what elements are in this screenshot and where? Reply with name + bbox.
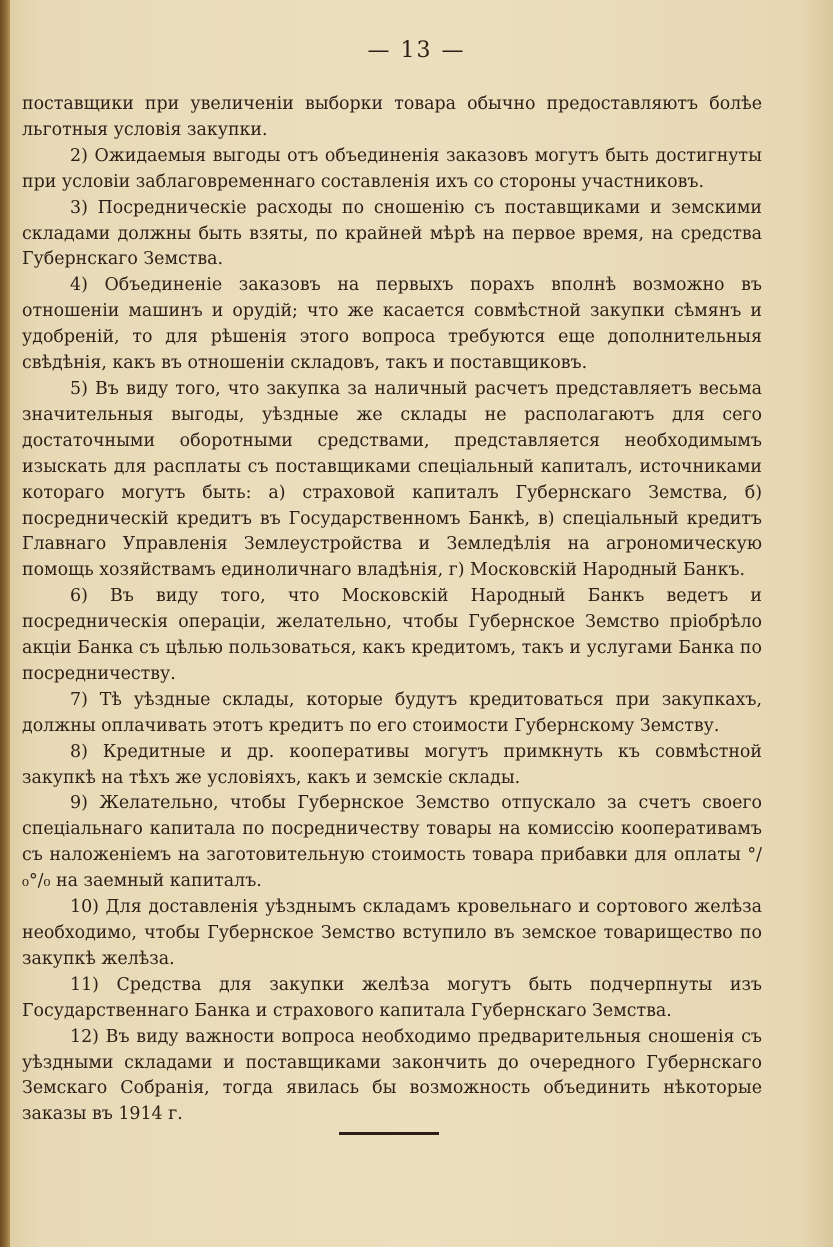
paragraph-7: 7) Тѣ уѣздные склады, которые будутъ кредитоваться при закупкахъ, должны оплачивать этотъ кредитъ по его стоимости Губернскому Земству. (22, 689, 762, 736)
page-number: — 13 — (367, 38, 466, 63)
paragraph-5: 5) Въ виду того, что закупка за наличный расчетъ представляетъ весьма значительныя выгоды, уѣздные же склады не располагаютъ для сего достаточными оборотными средствами, представляется необходимымъ изыскать для расплаты съ поставщиками спецiальный капиталъ, источниками котораго могутъ быть: а) страховой капиталъ Губернскаго Земства, б) посредническiй кредитъ въ Государственномъ Банкѣ, в) спецiальный кредитъ Главнаго Управленiя Землеустройства и Земледѣлiя на агрономическую помощь хозяйствамъ единоличнаго владѣнiя, г) Московскiй Народный Банкъ. (22, 378, 762, 581)
paragraph-11: 11) Средства для закупки желѣза могутъ быть подчерпнуты изъ Государственнаго Банка и страхового капитала Губернскаго Земства. (22, 974, 762, 1021)
paragraph-3: 3) Посредническiе расходы по сношенiю съ поставщиками и земскими складами должны быть взяты, по крайней мѣрѣ на первое время, на средства Губернскаго Земства. (22, 197, 762, 270)
paragraph-12: 12) Въ виду важности вопроса необходимо предварительныя сношенiя съ уѣздными складами и поставщиками закончить до очередного Губернскаго Земскаго Собранiя, тогда явилась бы возможность объединить нѣкоторые заказы въ 1914 г. (22, 1026, 762, 1125)
closing-rule (339, 1132, 439, 1135)
paragraph-4: 4) Объединенiе заказовъ на первыхъ порахъ вполнѣ возможно въ отношенiи машинъ и орудiй; что же касается совмѣстной закупки сѣмянъ и удобренiй, то для рѣшенiя этого вопроса требуются еще дополнительныя свѣдѣнiя, какъ въ отношенiи складовъ, такъ и поставщиковъ. (22, 275, 762, 374)
paragraph-continuation: поставщики при увеличенiи выборки товара обычно предоставляютъ болѣе льготныя условiя закупки. (22, 94, 762, 140)
book-binding-edge (0, 0, 10, 1247)
paragraph-10: 10) Для доставленiя уѣзднымъ складамъ кровельнаго и сортового желѣза необходимо, чтобы Губернское Земство вступило въ земское товарищество по закупкѣ желѣза. (22, 897, 762, 969)
paragraph-8: 8) Кредитные и др. кооперативы могутъ примкнуть къ совмѣстной закупкѣ на тѣхъ же условiяхъ, какъ и земскiе склады. (22, 741, 762, 788)
paragraph-9: 9) Желательно, чтобы Губернское Земство отпускало за счетъ своего спецiальнаго капитала по посредничеству товары на комиссiю кооперативамъ съ наложенiемъ на заготовительную стоимость товара прибавки для оплаты °/₀°/₀ на заемный капиталъ. (22, 793, 762, 892)
body-text (22, 92, 762, 1128)
paragraph-2: 2) Ожидаемыя выгоды отъ объединенiя заказовъ могутъ быть достигнуты при условiи заблаговременнаго составленiя ихъ со стороны участниковъ. (22, 145, 762, 192)
paragraph-6: 6) Въ виду того, что Московскiй Народный Банкъ ведетъ и посредническiя операцiи, желательно, чтобы Губернское Земство прiобрѣло акцiи Банка съ цѣлью пользоваться, какъ кредитомъ, такъ и услугами Банка по посредничеству. (22, 586, 762, 684)
